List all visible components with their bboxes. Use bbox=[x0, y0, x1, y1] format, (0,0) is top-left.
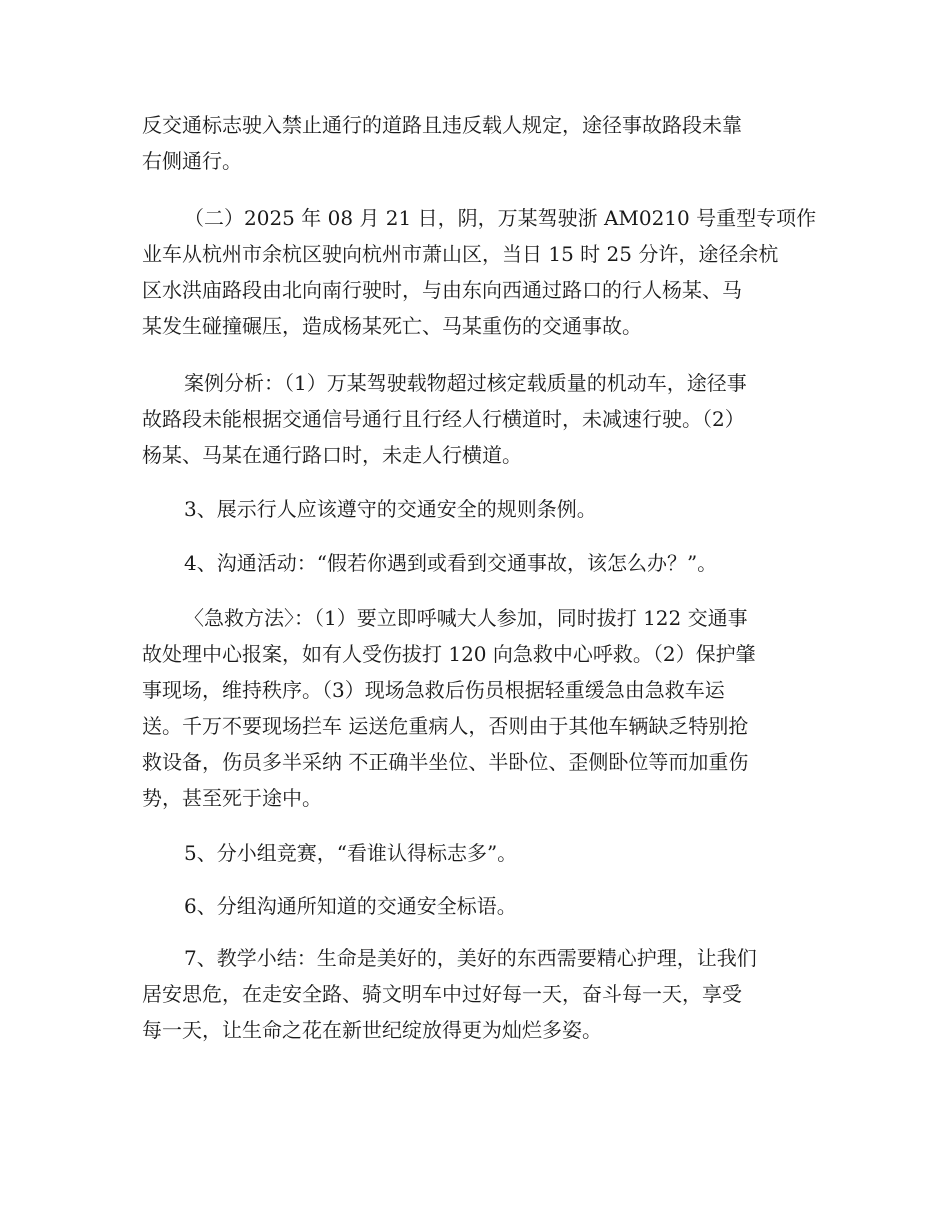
text-line: （二）2025 年 08 月 21 日，阴，万某驾驶浙 AM0210 号重型专项作 bbox=[184, 206, 817, 230]
text-line: 故处理中心报案，如有人受伤拔打 120 向急救中心呼救。（2）保护肇 bbox=[142, 642, 756, 666]
text-line: 右侧通行。 bbox=[142, 149, 242, 173]
text-line: 事现场，维持秩序。（3）现场急救后伤员根据轻重缓急由急救车运 bbox=[142, 678, 725, 702]
text-line: 7、教学小结：生命是美好的，美好的东西需要精心护理，让我们 bbox=[184, 946, 757, 970]
text-line: 6、分组沟通所知道的交通安全标语。 bbox=[184, 894, 517, 918]
text-line: 反交通标志驶入禁止通行的道路且违反载人规定，途径事故路段未靠 bbox=[142, 113, 742, 137]
text-line: 居安思危，在走安全路、骑文明车中过好每一天，奋斗每一天，享受 bbox=[142, 982, 742, 1006]
text-line: 区水洪庙路段由北向南行驶时，与由东向西通过路口的行人杨某、马 bbox=[142, 278, 742, 302]
text-line: 案例分析：（1）万某驾驶载物超过核定载质量的机动车，途径事 bbox=[184, 371, 747, 395]
text-line: 5、分小组竞赛，“看谁认得标志多”。 bbox=[184, 841, 518, 865]
text-line: 〈急救方法〉：（1）要立即呼喊大人参加，同时拔打 122 交通事 bbox=[184, 606, 748, 630]
text-line: 每一天，让生命之花在新世纪绽放得更为灿烂多姿。 bbox=[142, 1018, 602, 1042]
text-line: 3、展示行人应该遵守的交通安全的规则条例。 bbox=[184, 497, 597, 521]
text-line: 杨某、马某在通行路口时，未走人行横道。 bbox=[142, 443, 522, 467]
text-line: 救设备，伤员多半采纳 不正确半坐位、半卧位、歪侧卧位等而加重伤 bbox=[142, 750, 749, 774]
text-line: 故路段未能根据交通信号通行且行经人行横道时，未减速行驶。（2） bbox=[142, 407, 745, 431]
text-line: 送。千万不要现场拦车 运送危重病人，否则由于其他车辆缺乏特别抢 bbox=[142, 714, 749, 738]
text-line: 势，甚至死于途中。 bbox=[142, 786, 322, 810]
text-line: 业车从杭州市余杭区驶向杭州市萧山区，当日 15 时 25 分许，途径余杭 bbox=[142, 242, 779, 266]
text-line: 某发生碰撞碾压，造成杨某死亡、马某重伤的交通事故。 bbox=[142, 314, 642, 338]
text-line: 4、沟通活动：“假若你遇到或看到交通事故，该怎么办？”。 bbox=[184, 551, 718, 575]
